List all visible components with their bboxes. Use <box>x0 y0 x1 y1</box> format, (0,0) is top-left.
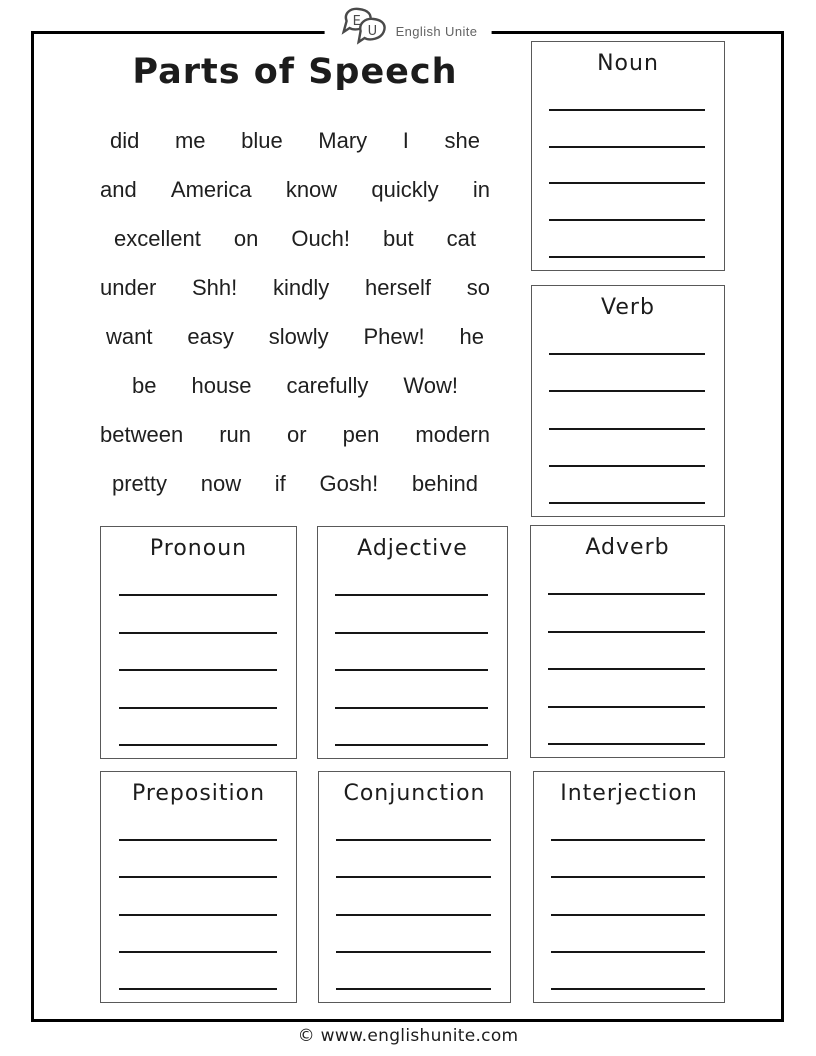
word-bank-word: so <box>466 274 490 300</box>
blank-answer-line <box>551 916 705 953</box>
blank-answer-line <box>335 709 488 746</box>
blank-answer-line <box>336 878 491 915</box>
word-bank-word: under <box>100 274 157 300</box>
blank-answer-line <box>119 596 277 633</box>
word-bank-word: pretty <box>112 470 168 496</box>
word-bank-word: Wow! <box>403 372 458 398</box>
word-bank-word: Shh! <box>192 274 238 300</box>
word-bank-row <box>100 459 490 508</box>
blank-answer-line <box>335 559 488 596</box>
category-label-preposition: Preposition <box>131 781 266 806</box>
word-bank-word: Ouch! <box>291 225 351 251</box>
word-bank-word: in <box>472 176 490 202</box>
blank-answer-line <box>549 467 705 504</box>
word-bank-word: modern <box>415 421 490 447</box>
word-bank-word: herself <box>364 274 431 300</box>
category-box-preposition <box>100 771 297 1003</box>
word-bank-word: me <box>174 127 206 153</box>
blank-answer-line <box>548 670 704 707</box>
word-bank-row <box>100 116 490 165</box>
word-bank-word: run <box>219 421 252 447</box>
category-label-pronoun: Pronoun <box>149 536 248 561</box>
word-bank-word: on <box>233 225 259 251</box>
word-bank-word: excellent <box>114 225 201 251</box>
word-bank-word: Gosh! <box>319 470 379 496</box>
category-box-verb <box>531 285 725 517</box>
word-bank <box>100 116 490 508</box>
word-bank-word: quickly <box>371 176 439 202</box>
word-bank-word: know <box>285 176 338 202</box>
blank-answer-line <box>549 184 705 221</box>
blank-answer-line <box>549 148 705 185</box>
word-bank-row <box>100 410 490 459</box>
blank-answer-line <box>549 318 705 355</box>
answer-lines <box>551 804 705 990</box>
word-bank-word: and <box>100 176 137 202</box>
category-box-adverb <box>530 525 725 758</box>
blank-answer-line <box>119 634 277 671</box>
word-bank-word: kindly <box>272 274 330 300</box>
word-bank-word: now <box>200 470 242 496</box>
category-label-verb: Verb <box>601 295 655 320</box>
answer-lines <box>548 558 704 745</box>
word-bank-word: he <box>459 323 484 349</box>
category-box-interjection <box>533 771 725 1003</box>
category-box-adjective <box>317 526 508 759</box>
blank-answer-line <box>119 953 277 990</box>
blank-answer-line <box>119 878 277 915</box>
blank-answer-line <box>336 841 491 878</box>
category-box-noun <box>531 41 725 271</box>
word-bank-word: house <box>191 372 252 398</box>
word-bank-word: blue <box>241 127 283 153</box>
category-label-interjection: Interjection <box>560 781 698 806</box>
footer-credit: © www.englishunite.com <box>297 1026 519 1046</box>
category-box-conjunction <box>318 771 511 1003</box>
category-label-noun: Noun <box>597 51 659 76</box>
word-bank-row <box>100 312 490 361</box>
word-bank-word: between <box>100 421 184 447</box>
logo-letter-u: U <box>367 24 378 39</box>
blank-answer-line <box>548 558 704 595</box>
word-bank-word: but <box>383 225 414 251</box>
word-bank-word: I <box>402 127 409 153</box>
blank-answer-line <box>335 671 488 708</box>
blank-answer-line <box>336 916 491 953</box>
word-bank-word: Mary <box>318 127 368 153</box>
english-unite-logo-icon <box>339 5 391 47</box>
blank-answer-line <box>549 74 705 111</box>
blank-answer-line <box>549 221 705 258</box>
word-bank-word: easy <box>187 323 234 349</box>
brand-header <box>325 3 492 49</box>
brand-name: English Unite <box>395 23 478 39</box>
blank-answer-line <box>119 841 277 878</box>
blank-answer-line <box>335 634 488 671</box>
blank-answer-line <box>336 804 491 841</box>
blank-answer-line <box>335 596 488 633</box>
word-bank-word: did <box>110 127 140 153</box>
word-bank-row <box>100 263 490 312</box>
blank-answer-line <box>548 633 704 670</box>
blank-answer-line <box>548 595 704 632</box>
blank-answer-line <box>549 430 705 467</box>
word-bank-row <box>100 361 490 410</box>
blank-answer-line <box>549 392 705 429</box>
blank-answer-line <box>119 916 277 953</box>
word-bank-row <box>100 165 490 214</box>
word-bank-word: be <box>132 372 157 398</box>
blank-answer-line <box>548 708 704 745</box>
word-bank-word: or <box>287 421 307 447</box>
page-title: Parts of Speech <box>132 52 458 92</box>
category-label-conjunction: Conjunction <box>343 781 486 806</box>
answer-lines <box>119 559 277 746</box>
blank-answer-line <box>119 671 277 708</box>
blank-answer-line <box>551 841 705 878</box>
blank-answer-line <box>551 953 705 990</box>
answer-lines <box>549 318 705 504</box>
blank-answer-line <box>551 878 705 915</box>
category-label-adjective: Adjective <box>357 536 468 561</box>
word-bank-word: if <box>274 470 286 496</box>
word-bank-word: slowly <box>268 323 329 349</box>
category-box-pronoun <box>100 526 297 759</box>
answer-lines <box>335 559 488 746</box>
word-bank-row <box>100 214 490 263</box>
blank-answer-line <box>119 709 277 746</box>
category-label-adverb: Adverb <box>585 535 670 560</box>
word-bank-word: carefully <box>286 372 369 398</box>
word-bank-word: Phew! <box>363 323 425 349</box>
word-bank-word: want <box>106 323 153 349</box>
blank-answer-line <box>549 111 705 148</box>
answer-lines <box>119 804 277 990</box>
blank-answer-line <box>119 804 277 841</box>
word-bank-word: pen <box>342 421 380 447</box>
answer-lines <box>549 74 705 258</box>
answer-lines <box>336 804 491 990</box>
blank-answer-line <box>119 559 277 596</box>
logo-letter-e: E <box>352 14 361 29</box>
blank-answer-line <box>551 804 705 841</box>
blank-answer-line <box>549 355 705 392</box>
blank-answer-line <box>336 953 491 990</box>
word-bank-word: she <box>444 127 480 153</box>
word-bank-word: cat <box>446 225 476 251</box>
word-bank-word: America <box>170 176 252 202</box>
word-bank-word: behind <box>411 470 478 496</box>
